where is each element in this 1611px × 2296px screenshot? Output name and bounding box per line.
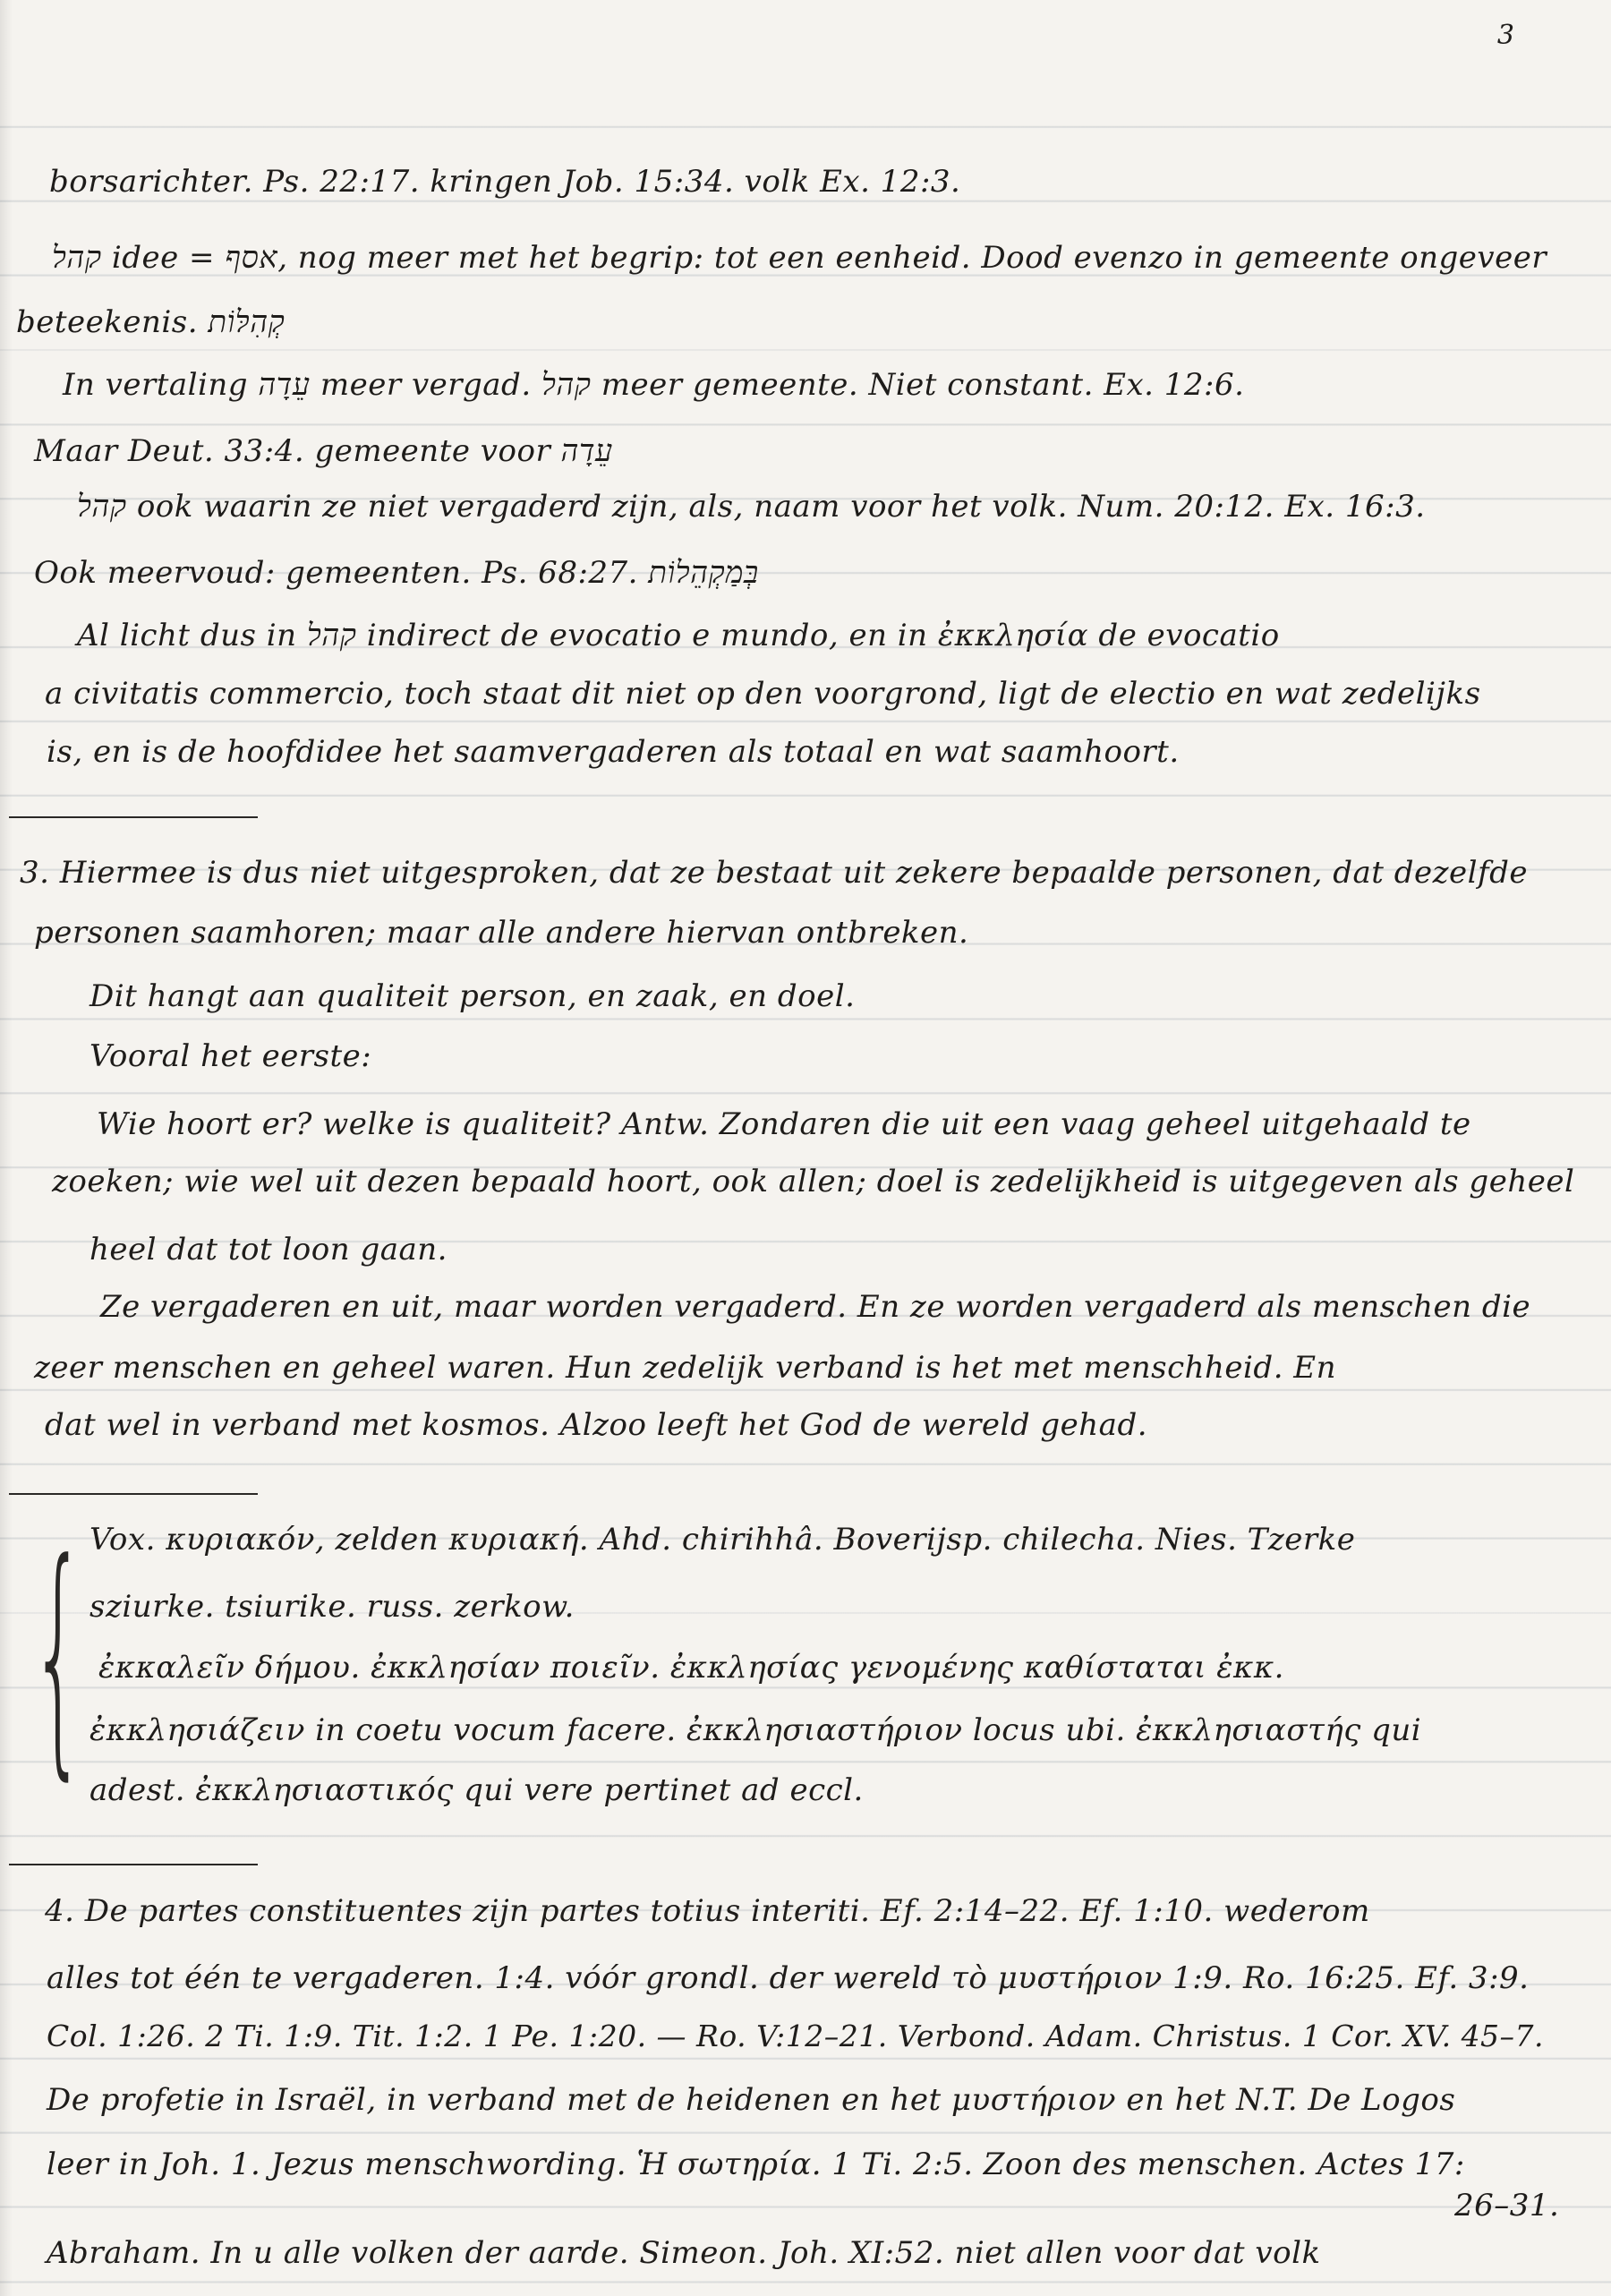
text-line: beteekenis. קְהִלּוֹת	[16, 304, 286, 340]
text-line: personen saamhoren; maar alle andere hiervan ontbreken.	[34, 915, 969, 951]
text-line: adest. ἐκκλησιαστικός qui vere pertinet ad eccl.	[90, 1772, 864, 1808]
text-line: 3. Hiermee is dus niet uitgesproken, dat ze bestaat uit zekere bepaalde personen, dat dezelfde	[20, 855, 1528, 891]
section-divider	[9, 1864, 258, 1865]
text-line: Col. 1:26. 2 Ti. 1:9. Tit. 1:2. 1 Pe. 1:20. — Ro. V:12–21. Verbond. Adam. Christus. 1 Cor. XV. 45–7.	[47, 2019, 1545, 2053]
text-line: Vooral het eerste:	[90, 1038, 372, 1074]
text-line: קהל ook waarin ze niet vergaderd zijn, als, naam voor het volk. Num. 20:12. Ex. 16:3.	[77, 489, 1426, 525]
text-line: dat wel in verband met kosmos. Alzoo leeft het God de wereld gehad.	[45, 1407, 1148, 1443]
text-line: Ook meervoud: gemeenten. Ps. 68:27. בְּמַקְהֵלוֹת	[34, 555, 759, 591]
text-line: Vox. κυριακόν, zelden κυριακή. Ahd. chirihhâ. Boverijsp. chilecha. Nies. Tzerke	[90, 1522, 1356, 1558]
text-line: heel dat tot loon gaan.	[90, 1232, 448, 1267]
page-edge-shadow	[0, 0, 13, 2296]
text-line: ἐκκλησιάζειν in coetu vocum facere. ἐκκλησιαστήριον locus ubi. ἐκκλησιαστής qui	[90, 1712, 1422, 1748]
text-line: Dit hangt aan qualiteit person, en zaak, en doel.	[90, 978, 856, 1014]
section-divider	[9, 816, 258, 818]
text-line: Al licht dus in קהל indirect de evocatio e mundo, en in ἐκκλησία de evocatio	[77, 618, 1280, 653]
text-line: alles tot één te vergaderen. 1:4. vóór grondl. der wereld τὸ μυστήριον 1:9. Ro. 16:25. Ef. 3:9.	[47, 1960, 1530, 1996]
text-line: Wie hoort er? welke is qualiteit? Antw. Zondaren die uit een vaag geheel uitgehaald te	[97, 1106, 1471, 1142]
text-line: Maar Deut. 33:4. gemeente voor עֵדָה	[34, 433, 613, 469]
text-line: a civitatis commercio, toch staat dit niet op den voorgrond, ligt de electio en wat zedelijks	[45, 676, 1481, 712]
text-line: ἐκκαλεῖν δήμου. ἐκκλησίαν ποιεῖν. ἐκκλησίας γενομένης καθίσταται ἐκκ.	[98, 1650, 1284, 1686]
text-line: 4. De partes constituentes zijn partes totius interiti. Ef. 2:14–22. Ef. 1:10. wederom	[45, 1893, 1370, 1929]
text-line: zoeken; wie wel uit dezen bepaald hoort, ook allen; doel is zedelijkheid is uitgegeven als geheel	[52, 1164, 1575, 1199]
text-line: קהל idee = אסף, nog meer met het begrip: tot een eenheid. Dood evenzo in gemeente ongeveer	[52, 240, 1547, 276]
text-line: De profetie in Israël, in verband met de heidenen en het μυστήριον en het N.T. De Logos	[47, 2082, 1456, 2118]
text-line: Abraham. In u alle volken der aarde. Simeon. Joh. XI:52. niet allen voor dat volk	[47, 2235, 1321, 2271]
text-line: is, en is de hoofdidee het saamvergaderen als totaal en wat saamhoort.	[47, 734, 1180, 770]
curly-brace: {	[30, 1510, 87, 1802]
text-line: sziurke. tsiurike. russ. zerkow.	[90, 1589, 575, 1625]
page-number: 3	[1496, 20, 1514, 51]
text-line: In vertaling עֵדָה meer vergad. קהל meer gemeente. Niet constant. Ex. 12:6.	[63, 367, 1245, 403]
text-line: zeer menschen en geheel waren. Hun zedelijk verband is het met menschheid. En	[34, 1350, 1337, 1386]
text-line: Ze vergaderen en uit, maar worden vergaderd. En ze worden vergaderd als menschen die	[100, 1289, 1531, 1325]
text-line: 26–31.	[1454, 2188, 1560, 2223]
section-divider	[9, 1493, 258, 1495]
text-line: borsarichter. Ps. 22:17. kringen Job. 15:34. volk Ex. 12:3.	[49, 164, 961, 200]
text-line: leer in Joh. 1. Jezus menschwording. Ἡ σωτηρία. 1 Ti. 2:5. Zoon des menschen. Actes 17:	[47, 2147, 1465, 2182]
